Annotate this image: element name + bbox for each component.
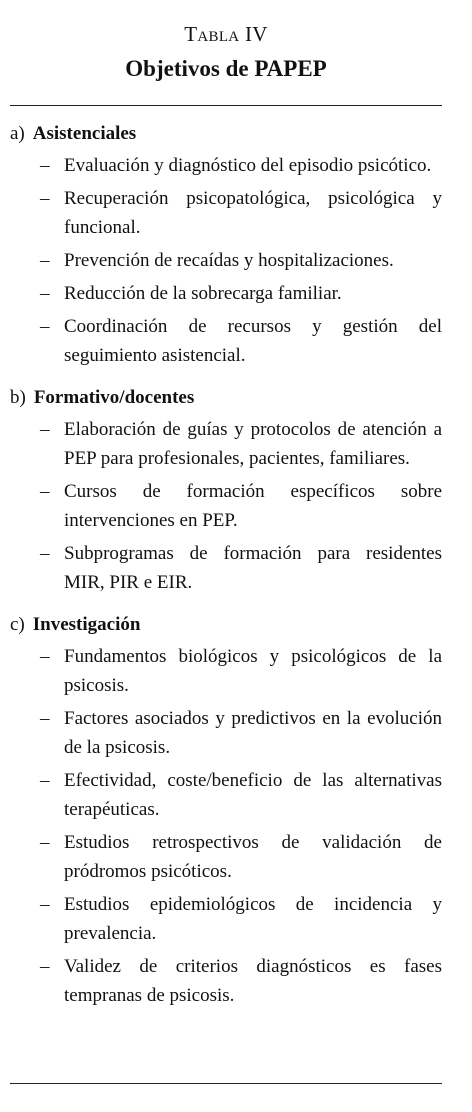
section-title: Asistenciales: [32, 123, 137, 144]
list-item: [10, 312, 442, 370]
dash-bullet: –: [40, 956, 50, 977]
item-text: Evaluación y diagnóstico del episodio psicótico.: [64, 155, 432, 176]
list-item: [10, 151, 442, 180]
list-item: [10, 539, 442, 597]
item-text: Factores asociados y predictivos en la evolución de la psicosis.: [64, 708, 442, 758]
list-item: [10, 246, 442, 275]
item-text: Efectividad, coste/beneficio de las alternativas terapéuticas.: [64, 770, 442, 820]
dash-bullet: –: [40, 894, 50, 915]
item-text: Estudios retrospectivos de validación de pródromos psicóticos.: [64, 832, 442, 882]
bottom-rule: [10, 1083, 442, 1084]
item-text: Fundamentos biológicos y psicológicos de la psicosis.: [64, 646, 442, 696]
list-item: [10, 279, 442, 308]
list-item: [10, 828, 442, 886]
table-title: Objetivos de PAPEP: [125, 56, 327, 81]
dash-bullet: –: [40, 646, 50, 667]
list-item: [10, 890, 442, 948]
item-text: Validez de criterios diagnósticos es fases tempranas de psicosis.: [64, 956, 442, 1006]
item-text: Estudios epidemiológicos de incidencia y prevalencia.: [64, 894, 442, 944]
dash-bullet: –: [40, 419, 50, 440]
dash-bullet: –: [40, 250, 50, 271]
dash-bullet: –: [40, 155, 50, 176]
dash-bullet: –: [40, 543, 50, 564]
section-letter: b): [10, 387, 26, 408]
item-text: Coordinación de recursos y gestión del seguimiento asistencial.: [64, 316, 442, 366]
objectives-list: [10, 120, 442, 1010]
item-text: Cursos de formación específicos sobre intervenciones en PEP.: [64, 481, 442, 531]
top-rule: [10, 105, 442, 106]
item-text: Subprogramas de formación para residentes MIR, PIR e EIR.: [64, 543, 442, 593]
dash-bullet: –: [40, 832, 50, 853]
section-title: Formativo/docentes: [33, 387, 195, 408]
list-item: [10, 477, 442, 535]
section-letter: c): [10, 614, 25, 635]
objective-section: [10, 611, 442, 1010]
item-text: Reducción de la sobrecarga familiar.: [64, 283, 342, 304]
dash-bullet: –: [40, 316, 50, 337]
dash-bullet: –: [40, 481, 50, 502]
objective-section: [10, 384, 442, 597]
item-text: Prevención de recaídas y hospitalizaciones.: [64, 250, 394, 271]
table-number: Tabla IV: [184, 22, 268, 46]
list-item: [10, 766, 442, 824]
section-heading: [10, 120, 442, 147]
list-item: [10, 704, 442, 762]
list-item: [10, 415, 442, 473]
item-text: Elaboración de guías y protocolos de atención a PEP para profesionales, pacientes, familiares.: [64, 419, 442, 469]
dash-bullet: –: [40, 708, 50, 729]
dash-bullet: –: [40, 188, 50, 209]
section-items: [10, 415, 442, 597]
section-letter: a): [10, 123, 25, 144]
section-heading: [10, 611, 442, 638]
dash-bullet: –: [40, 770, 50, 791]
dash-bullet: –: [40, 283, 50, 304]
section-items: [10, 151, 442, 370]
section-title: Investigación: [32, 614, 141, 635]
objective-section: [10, 120, 442, 370]
list-item: [10, 642, 442, 700]
list-item: [10, 952, 442, 1010]
section-items: [10, 642, 442, 1010]
section-heading: [10, 384, 442, 411]
item-text: Recuperación psicopatológica, psicológica y funcional.: [64, 188, 442, 238]
list-item: [10, 184, 442, 242]
